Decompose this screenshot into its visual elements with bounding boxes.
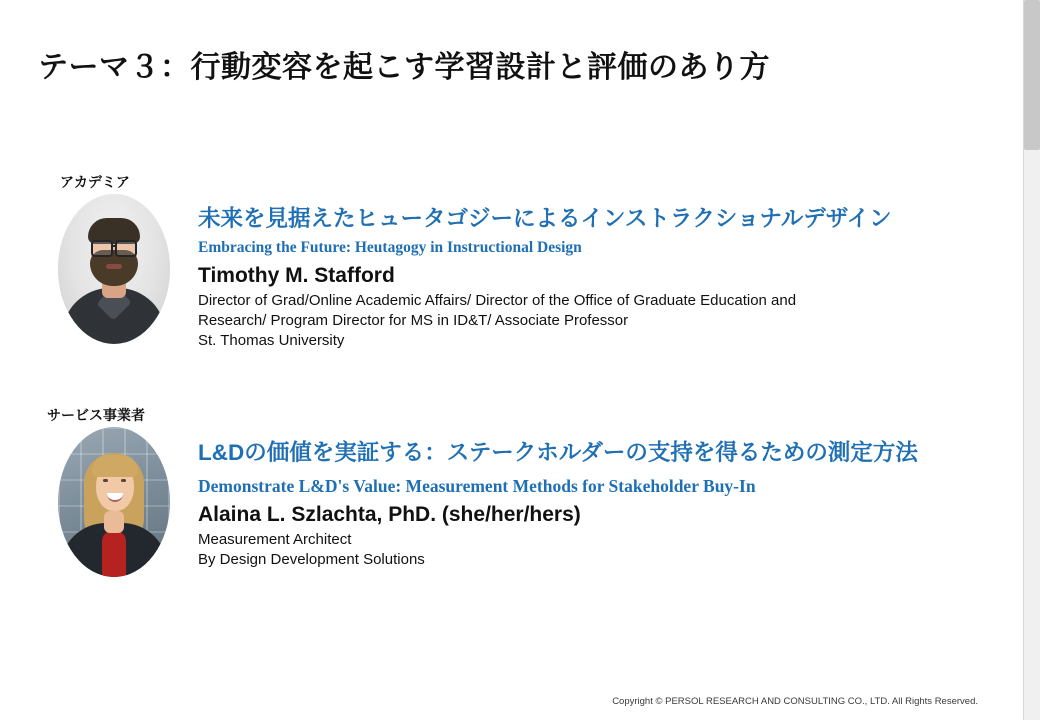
speaker-description-2 bbox=[198, 530, 988, 571]
portrait-top-2 bbox=[102, 531, 126, 577]
page-title: テーマ３：行動変容を起こす学習設計と評価のあり方 bbox=[38, 51, 770, 84]
portrait-neck-2 bbox=[104, 511, 124, 533]
category-label-service: サービス事業者 bbox=[47, 407, 145, 423]
session-title-ja-2: L&Dの価値を実証する：ステークホルダーの支持を得るための測定方法 bbox=[198, 440, 918, 465]
speaker-description-1-line2: Research/ Program Director for MS in ID&T/ Associate Professor bbox=[198, 312, 629, 330]
portrait-image-1 bbox=[58, 194, 170, 344]
speaker-description-2-line2: By Design Development Solutions bbox=[198, 551, 425, 569]
portrait-hair-top-2 bbox=[92, 455, 138, 477]
copyright-notice: Copyright © PERSOL RESEARCH AND CONSULTING CO., LTD. All Rights Reserved. bbox=[612, 696, 978, 707]
portrait-timothy-stafford bbox=[58, 194, 170, 344]
vertical-scrollbar-thumb[interactable] bbox=[1024, 0, 1040, 150]
speaker-info-service bbox=[198, 440, 988, 571]
glasses-lens-right bbox=[115, 240, 137, 257]
speaker-info-academia bbox=[198, 206, 988, 352]
vertical-scrollbar[interactable] bbox=[1023, 0, 1040, 720]
session-title-en-2: Demonstrate L&D's Value: Measurement Methods for Stakeholder Buy-In bbox=[198, 475, 756, 496]
speaker-description-1 bbox=[198, 291, 988, 352]
portrait-image-2 bbox=[58, 427, 170, 577]
glasses-bridge bbox=[111, 245, 117, 247]
portrait-eye-right-2 bbox=[121, 479, 126, 482]
glasses-lens-left bbox=[91, 240, 113, 257]
portrait-alaina-szlachta bbox=[58, 427, 170, 577]
speaker-description-1-line3: St. Thomas University bbox=[198, 332, 345, 350]
speaker-description-2-line1: Measurement Architect bbox=[198, 531, 352, 549]
session-title-en-1: Embracing the Future: Heutagogy in Instructional Design bbox=[198, 238, 582, 256]
glasses-icon bbox=[90, 240, 138, 254]
speaker-description-1-line1: Director of Grad/Online Academic Affairs/ Director of the Office of Graduate Education and bbox=[198, 291, 797, 309]
category-label-academia: アカデミア bbox=[60, 174, 130, 190]
portrait-mouth-1 bbox=[106, 264, 122, 269]
portrait-eye-left-2 bbox=[103, 479, 108, 482]
speaker-name-1: Timothy M. Stafford bbox=[198, 263, 395, 287]
session-title-ja-1: 未来を見据えたヒュータゴジーによるインストラクショナルデザイン bbox=[198, 206, 892, 231]
speaker-name-2: Alaina L. Szlachta, PhD. (she/her/hers) bbox=[198, 503, 581, 526]
